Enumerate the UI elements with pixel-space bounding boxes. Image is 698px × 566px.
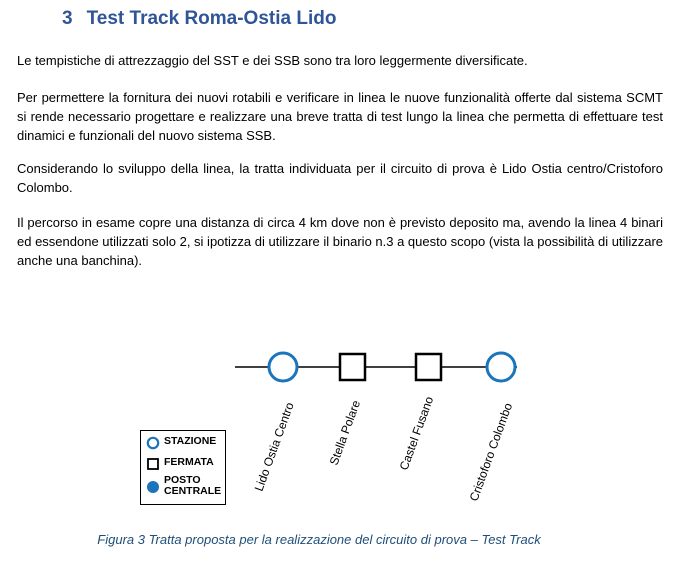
central-post-dot-icon [146,480,160,494]
stop-marker-stella-polare [340,354,365,380]
stop-label-4: Cristoforo Colombo [466,401,516,504]
stop-label-2: Stella Polare [326,398,364,468]
section-number: 3 [62,8,73,29]
figure-caption: Figura 3 Tratta proposta per la realizzazione del circuito di prova – Test Track [97,532,541,547]
legend-posto-centrale [146,475,224,497]
paragraph-4: Il percorso in esame copre una distanza di circa 4 km dove non è previsto deposito ma, avendo la linea 4 binari ed essendone utilizzati solo 2, si ipotizza di utilizzare il binario n.3 a questo scopo (vista la possibilità di utilizzare anche una banchina). [17,215,664,268]
paragraph-1: Le tempistiche di attrezzaggio del SST e dei SSB sono tra loro leggermente diversificate. [17,53,528,68]
legend-stazione [146,436,216,450]
stop-square-icon [146,457,160,471]
station-marker-cristoforo-colombo [487,353,515,381]
section-title: Test Track Roma-Ostia Lido [86,8,337,29]
legend-posto-centrale-label: POSTO CENTRALE [164,474,222,497]
stop-marker-castel-fusano [416,354,441,380]
stop-label-3: Castel Fusano [396,394,437,473]
stop-label-1: Lido Ostia Centro [251,400,297,494]
station-circle-icon [146,436,160,450]
legend-fermata-label: FERMATA [164,456,214,468]
diagram-legend [140,430,226,505]
paragraph-2: Per permettere la fornitura dei nuovi rotabili e verificare in linea le nuove funzionalità offerte dal sistema SCMT si rende necessario progettare e realizzare una breve tratta di test lungo la linea che permetta di effettuare test dinamici e funzionali del nuovo sistema SSB. [17,90,663,143]
legend-stazione-label: STAZIONE [164,435,217,447]
legend-fermata [146,457,214,471]
station-marker-lido-ostia-centro [269,353,297,381]
paragraph-3: Considerando lo sviluppo della linea, la tratta individuata per il circuito di prova è Lido Ostia centro/Cristoforo Colombo. [17,161,663,195]
